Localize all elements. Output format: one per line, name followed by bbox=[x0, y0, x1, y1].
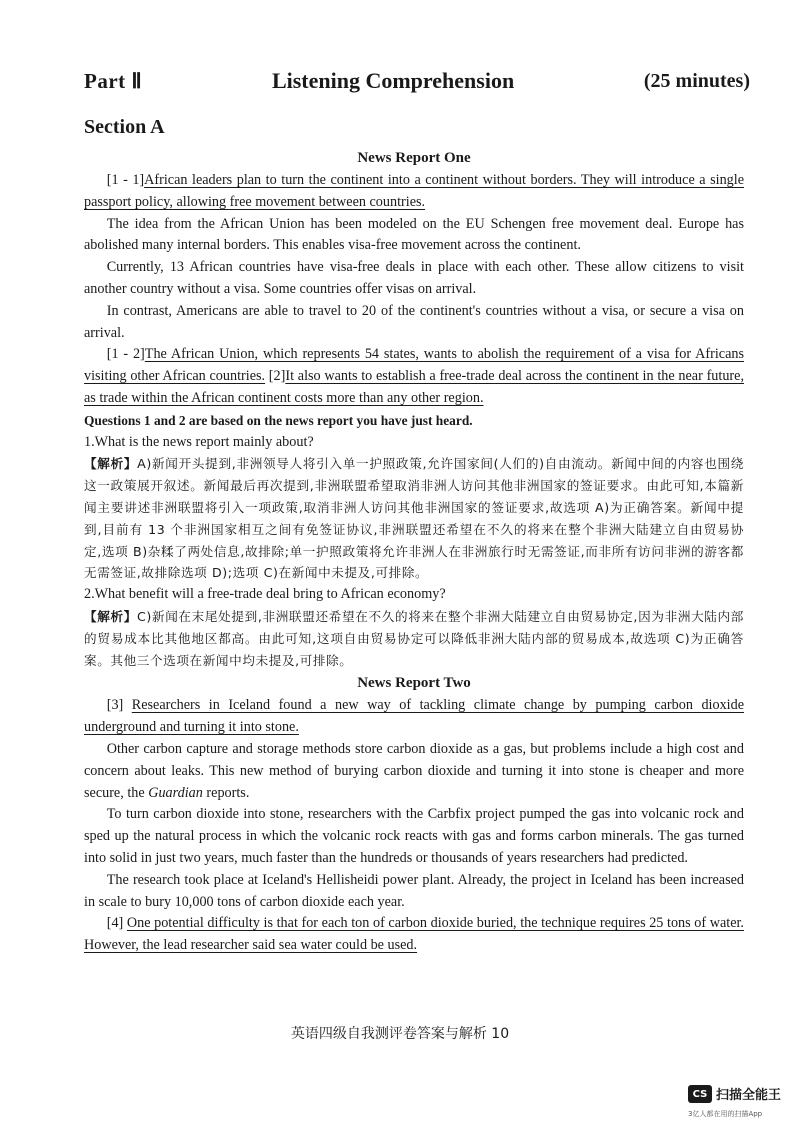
report2-paragraph-5 bbox=[84, 913, 744, 957]
analysis-tag: 【解析】 bbox=[84, 456, 138, 472]
paragraph-text: reports. bbox=[202, 784, 250, 801]
publication-name: Guardian bbox=[148, 784, 203, 801]
camscanner-logo-icon: CS bbox=[688, 1085, 712, 1103]
question-1: 1.What is the news report mainly about? bbox=[84, 433, 314, 450]
report1-paragraph-5 bbox=[84, 344, 744, 409]
part-time: (25 minutes) bbox=[643, 69, 750, 92]
report2-paragraph-4: The research took place at Iceland's Hellisheidi power plant. Already, the project in Iceland has been increased in scale to bury 10,000 tons of carbon dioxide each year. bbox=[84, 871, 744, 910]
underlined-text: One potential difficulty is that for each ton of carbon dioxide buried, the technique requires 25 tons of water. However, the lead researcher said sea water could be used. bbox=[84, 915, 744, 954]
question-tag: [2] bbox=[265, 368, 286, 385]
part-label: Part Ⅱ bbox=[84, 68, 143, 93]
underlined-text: African leaders plan to turn the continent into a continent without borders. They will introduce a single passport policy, allowing free movement between countries. bbox=[84, 172, 744, 210]
question-2: 2.What benefit will a free-trade deal bring to African economy? bbox=[84, 586, 446, 603]
section-title: Section A bbox=[84, 116, 165, 138]
report2-paragraph-2 bbox=[84, 739, 744, 804]
analysis-text: C)新闻在末尾处提到,非洲联盟还希望在不久的将来在整个非洲大陆建立自由贸易协定,因为非洲大陆内部的贸易成本比其他地区都高。由此可知,这项自由贸易协定可以降低非洲大陆内部的贸易成本,故选项 C)为正确答案。其他三个选项在新闻中均未提及,可排除。 bbox=[84, 608, 744, 668]
question-tag: [3] bbox=[106, 697, 132, 714]
question-tag: [1 - 2] bbox=[106, 346, 145, 363]
news-report-two-title: News Report Two bbox=[357, 675, 471, 692]
analysis-text: A)新闻开头提到,非洲领导人将引入单一护照政策,允许国家间(人们的)自由流动。新闻中间的内容也围绕这一政策展开叙述。新闻最后再次提到,非洲联盟希望取消非洲人访问其他非洲国家的签证要求。由此可知,本篇新闻主要讲述非洲联盟将引入一项政策,取消非洲人访问其他非洲国家的签证要求,故选项 A)为正确答案。新闻中提到,目前有 13 个非洲国家相互之间有免签证协议,非洲联盟还希望在不久的将来在整个非洲大陆建立自由贸易协定,选项 B)杂糅了两处信息,故排除;单一护照政策将允许非洲人在非洲旅行时无需签证,而非所有访问非洲的游客都无需签证,故排除选项 D);选项 C)在新闻中未提及,可排除。 bbox=[84, 456, 744, 581]
question-tag: [1 - 1] bbox=[106, 172, 145, 188]
document-body bbox=[84, 146, 744, 957]
report2-paragraph-3: To turn carbon dioxide into stone, researchers with the Carbfix project pumped the gas into volcanic rock and sped up the natural process in which the volcanic rock reacts with gas and forms carbon minerals. The gas turned into solid in just two years, much faster than the hundreds or thousands of years researchers had predicted. bbox=[84, 806, 744, 866]
scanner-tagline: 3亿人都在用的扫描App bbox=[688, 1110, 763, 1118]
report1-paragraph-4: In contrast, Americans are able to travel to 20 of the continent's countries without a visa, or secure a visa on arrival. bbox=[84, 302, 744, 341]
report2-paragraph-1 bbox=[84, 695, 744, 739]
underlined-text: Researchers in Iceland found a new way of tackling climate change by pumping carbon dioxide underground and turning it into stone. bbox=[84, 697, 744, 736]
scanner-watermark bbox=[688, 1083, 796, 1127]
analysis-tag: 【解析】 bbox=[84, 608, 137, 624]
scanner-app-name: 扫描全能王 bbox=[716, 1088, 782, 1103]
underlined-text: The African Union, which represents 54 states, wants to abolish the requirement of a visa for Africans visiting other African countries. bbox=[84, 346, 744, 385]
question-2-analysis bbox=[84, 606, 744, 671]
part-header bbox=[84, 64, 750, 98]
paragraph-text: Other carbon capture and storage methods store carbon dioxide as a gas, but problems include a high cost and concern about leaks. This new method of burying carbon dioxide and turning it into stone is cheaper and more secure, the bbox=[84, 740, 744, 801]
page-footer: 英语四级自我测评卷答案与解析 10 bbox=[290, 1026, 510, 1042]
news-report-one-title: News Report One bbox=[357, 150, 471, 166]
questions-note: Questions 1 and 2 are based on the news report you have just heard. bbox=[84, 412, 473, 428]
report1-paragraph-2: The idea from the African Union has been modeled on the EU Schengen free movement deal. Europe has abolished many internal borders. This enables visa-free movement across the continent. bbox=[84, 215, 744, 254]
part-title: Listening Comprehension bbox=[271, 68, 515, 93]
underlined-text: It also wants to establish a free-trade deal across the continent in the near future, as trade within the African continent costs more than any other region. bbox=[84, 368, 744, 406]
report1-paragraph-3: Currently, 13 African countries have visa-free deals in place with each other. These allow citizens to visit another country without a visa. Some countries offer visas on arrival. bbox=[84, 259, 744, 297]
report1-paragraph-1 bbox=[84, 170, 744, 214]
question-1-analysis bbox=[84, 453, 744, 584]
question-tag: [4] bbox=[106, 915, 127, 932]
